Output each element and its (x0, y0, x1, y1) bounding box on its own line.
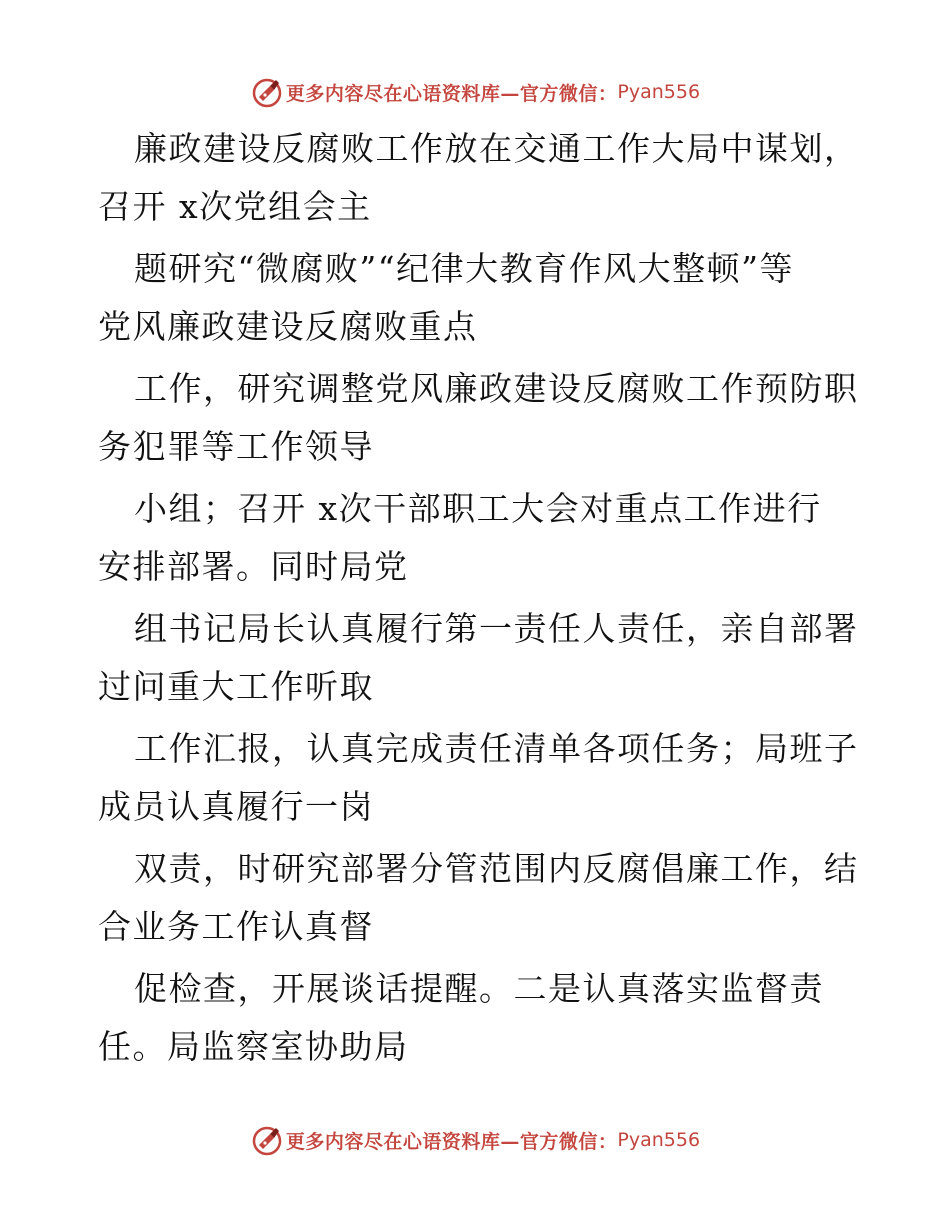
body-line: 成员认真履行一岗 (98, 787, 374, 826)
body-line: 小组；召开 x次干部职工大会对重点工作进行 (134, 489, 822, 528)
pen-nib-logo-icon (250, 1123, 284, 1157)
body-line: 党风廉政建设反腐败重点 (98, 307, 478, 346)
body-line: 题研究“微腐败”“纪律大教育作风大整顿”等 (134, 249, 794, 288)
body-line: 工作，研究调整党风廉政建设反腐败工作预防职 (134, 369, 859, 408)
document-body (98, 120, 858, 1080)
banner-text: 更多内容尽在心语资料库—官方微信： (285, 1130, 618, 1153)
banner-text: 更多内容尽在心语资料库—官方微信： (285, 82, 618, 105)
body-line: 安排部署。同时局党 (98, 547, 409, 586)
header-banner (0, 72, 950, 112)
footer-banner (0, 1120, 950, 1160)
banner-wechat-id: Pyan556 (617, 1129, 701, 1151)
body-line: 双责，时研究部署分管范围内反腐倡廉工作，结 (134, 849, 859, 888)
pen-nib-logo-icon (250, 75, 284, 109)
body-line: 过问重大工作听取 (98, 667, 374, 706)
body-line: 组书记局长认真履行第一责任人责任，亲自部署 (134, 609, 859, 648)
body-line: 廉政建设反腐败工作放在交通工作大局中谋划， (134, 129, 859, 168)
banner-wechat-id: Pyan556 (617, 81, 701, 103)
body-line: 务犯罪等工作领导 (98, 427, 374, 466)
body-line: 召开 x次党组会主 (98, 187, 372, 226)
body-line: 促检查，开展谈话提醒。二是认真落实监督责 (134, 969, 824, 1008)
body-line: 工作汇报，认真完成责任清单各项任务；局班子 (134, 729, 859, 768)
body-line: 合业务工作认真督 (98, 907, 374, 946)
body-line: 任。局监察室协助局 (98, 1027, 409, 1066)
